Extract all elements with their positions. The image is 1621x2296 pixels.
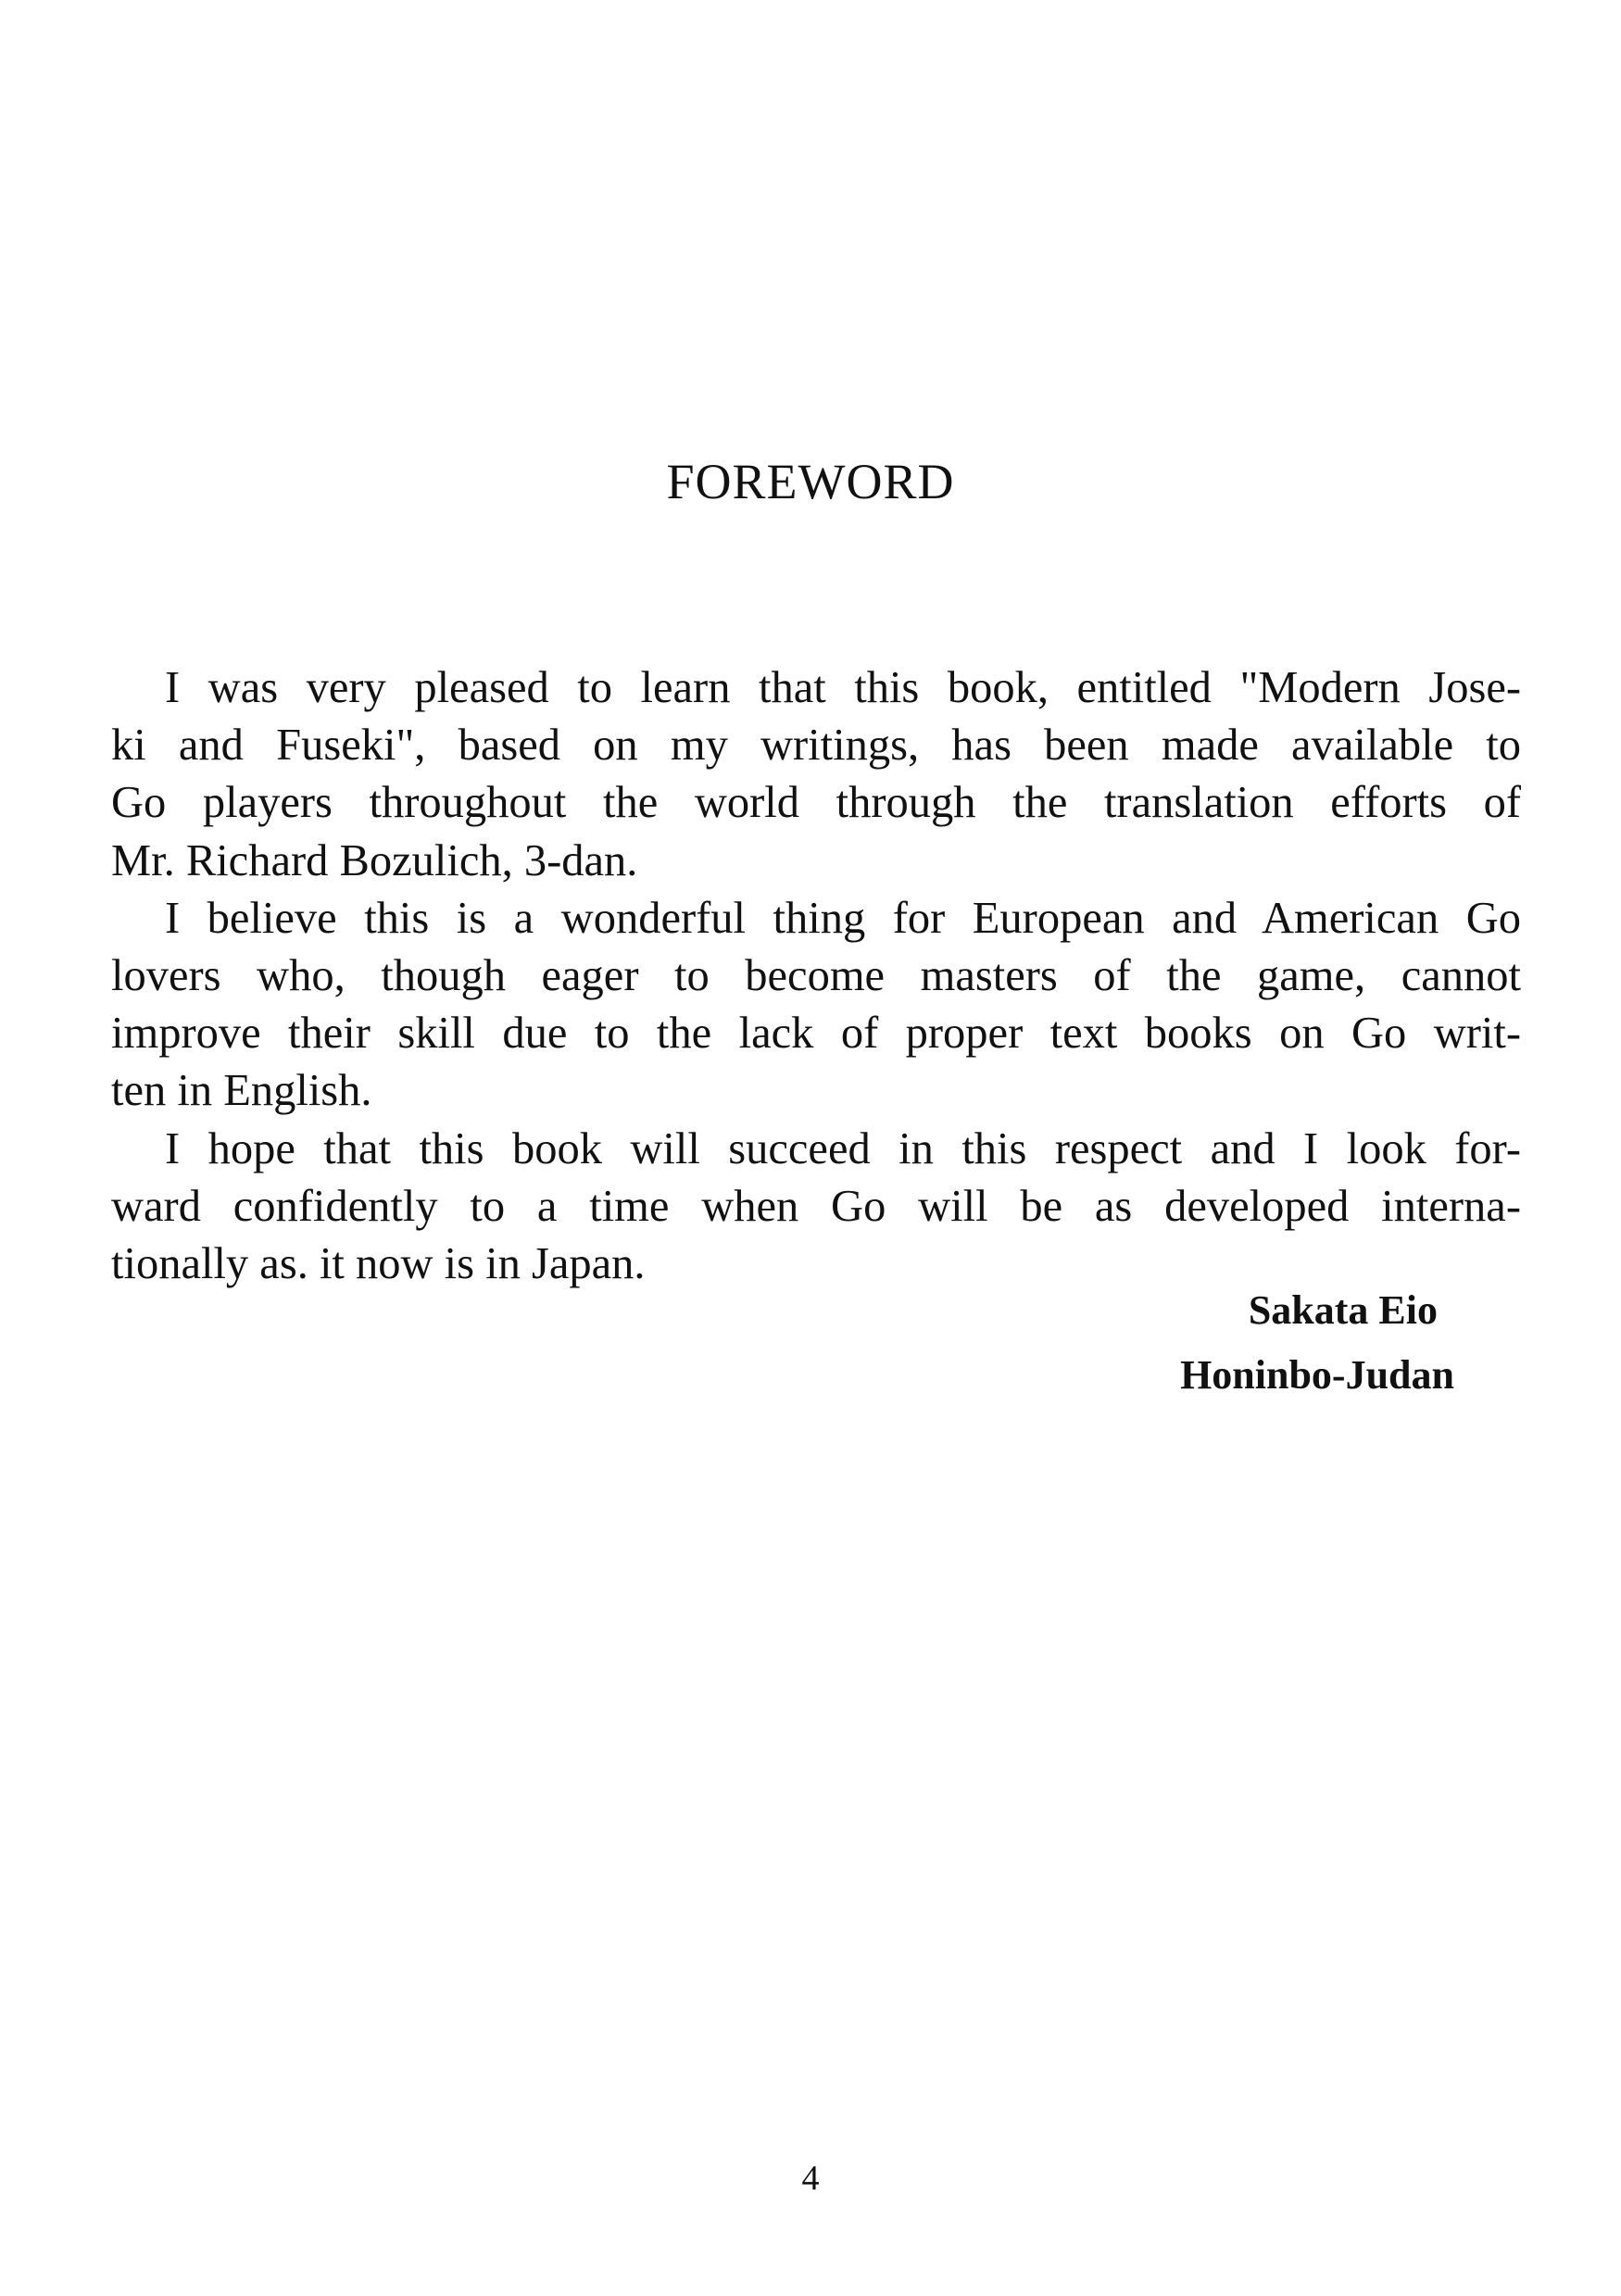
text-line: ten in English.: [111, 1066, 372, 1116]
text-line: tionally as. it now is in Japan.: [111, 1238, 646, 1288]
text-line: ward confidently to a time when Go will be as developed interna-: [111, 1181, 1521, 1231]
text-line: ki and Fuseki", based on my writings, has been made available to: [111, 721, 1521, 771]
page-number: 4: [801, 2159, 820, 2198]
text-line: I was very pleased to learn that this book, entitled "Modern Jose-: [165, 663, 1521, 712]
signature-block: [1180, 1278, 1454, 1408]
text-line: I believe this is a wonderful thing for European and American Go: [165, 893, 1521, 943]
text-line: improve their skill due to the lack of proper text books on Go writ-: [111, 1009, 1521, 1059]
paragraph-3: [111, 1121, 1521, 1294]
foreword-body: [111, 659, 1521, 1293]
paragraph-2: [111, 890, 1521, 1121]
text-line: Mr. Richard Bozulich, 3-dan.: [111, 835, 638, 885]
paragraph-1: [111, 659, 1521, 890]
author-title: Honinbo-Judan: [1180, 1352, 1454, 1398]
page-title: FOREWORD: [666, 454, 955, 509]
text-line: Go players throughout the world through the translation efforts of: [111, 778, 1521, 828]
text-line: lovers who, though eager to become masters of the game, cannot: [111, 950, 1521, 1000]
text-line: I hope that this book will succeed in this respect and I look for-: [165, 1123, 1521, 1173]
author-name: Sakata Eio: [1248, 1287, 1438, 1333]
